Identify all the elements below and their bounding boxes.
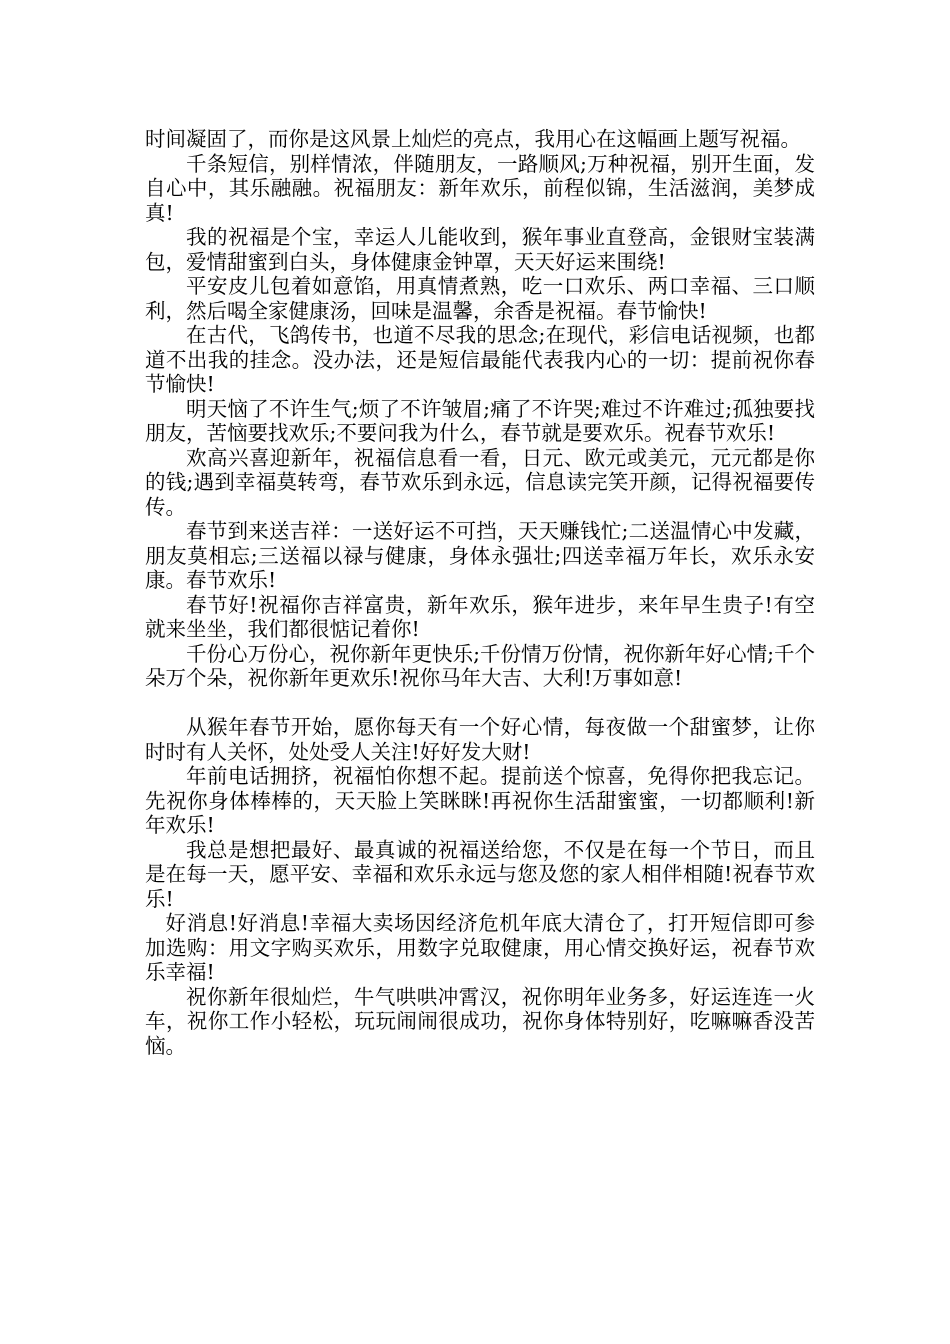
paragraph: 春节到来送吉祥：一送好运不可挡，天天赚钱忙;二送温情心中发藏，朋友莫相忘;三送福以禄与健康，身体永强壮;四送幸福万年长，欢乐永安康。春节欢乐! — [145, 519, 815, 592]
paragraph: 年前电话拥挤，祝福怕你想不起。提前送个惊喜，免得你把我忘记。先祝你身体棒棒的，天天脸上笑眯眯!再祝你生活甜蜜蜜，一切都顺利!新年欢乐! — [145, 764, 815, 837]
paragraph: 我的祝福是个宝，幸运人儿能收到，猴年事业直登高，金银财宝装满包，爱情甜蜜到白头，身体健康金钟罩，天天好运来围绕! — [145, 225, 815, 274]
paragraph: 平安皮儿包着如意馅，用真情煮熟，吃一口欢乐、两口幸福、三口顺利，然后喝全家健康汤，回味是温馨，余香是祝福。春节愉快! — [145, 274, 815, 323]
paragraph: 欢高兴喜迎新年，祝福信息看一看，日元、欧元或美元，元元都是你的钱;遇到幸福莫转弯，春节欢乐到永远，信息读完笑开颜，记得祝福要传传。 — [145, 445, 815, 519]
paragraph: 时间凝固了，而你是这风景上灿烂的亮点，我用心在这幅画上题写祝福。 — [145, 127, 801, 151]
paragraph: 明天恼了不许生气;烦了不许皱眉;痛了不许哭;难过不许难过;孤独要找朋友，苦恼要找欢乐;不要问我为什么，春节就是要欢乐。祝春节欢乐! — [145, 396, 815, 445]
paragraph: 我总是想把最好、最真诚的祝福送给您，不仅是在每一个节日，而且是在每一天，愿平安、幸福和欢乐永远与您及您的家人相伴相随!祝春节欢乐! — [145, 837, 815, 911]
paragraph: 好消息!好消息!幸福大卖场因经济危机年底大清仓了，打开短信即可参加选购：用文字购买欢乐，用数字兑取健康，用心情交换好运，祝春节欢乐幸福! — [145, 911, 815, 984]
paragraph: 千份心万份心，祝你新年更快乐;千份情万份情，祝你新年好心情;千个朵万个朵，祝你新年更欢乐!祝你马年大吉、大利!万事如意! — [145, 641, 815, 690]
document-body — [145, 127, 815, 1058]
paragraph: 在古代，飞鸽传书，也道不尽我的思念;在现代，彩信电话视频，也都道不出我的挂念。没办法，还是短信最能代表我内心的一切：提前祝你春节愉快! — [145, 323, 815, 396]
blank-line — [145, 691, 815, 716]
paragraph: 春节好!祝福你吉祥富贵，新年欢乐，猴年进步，来年早生贵子!有空就来坐坐，我们都很惦记着你! — [145, 592, 815, 641]
paragraph: 千条短信，别样情浓，伴随朋友，一路顺风;万种祝福，别开生面，发自心中，其乐融融。祝福朋友：新年欢乐，前程似锦，生活滋润，美梦成真! — [145, 151, 815, 225]
paragraph: 祝你新年很灿烂，牛气哄哄冲霄汉，祝你明年业务多，好运连连一火车，祝你工作小轻松，玩玩闹闹很成功，祝你身体特别好，吃嘛嘛香没苦恼。 — [145, 984, 815, 1058]
paragraph: 从猴年春节开始，愿你每天有一个好心情，每夜做一个甜蜜梦，让你时时有人关怀，处处受人关注!好好发大财! — [145, 715, 815, 764]
